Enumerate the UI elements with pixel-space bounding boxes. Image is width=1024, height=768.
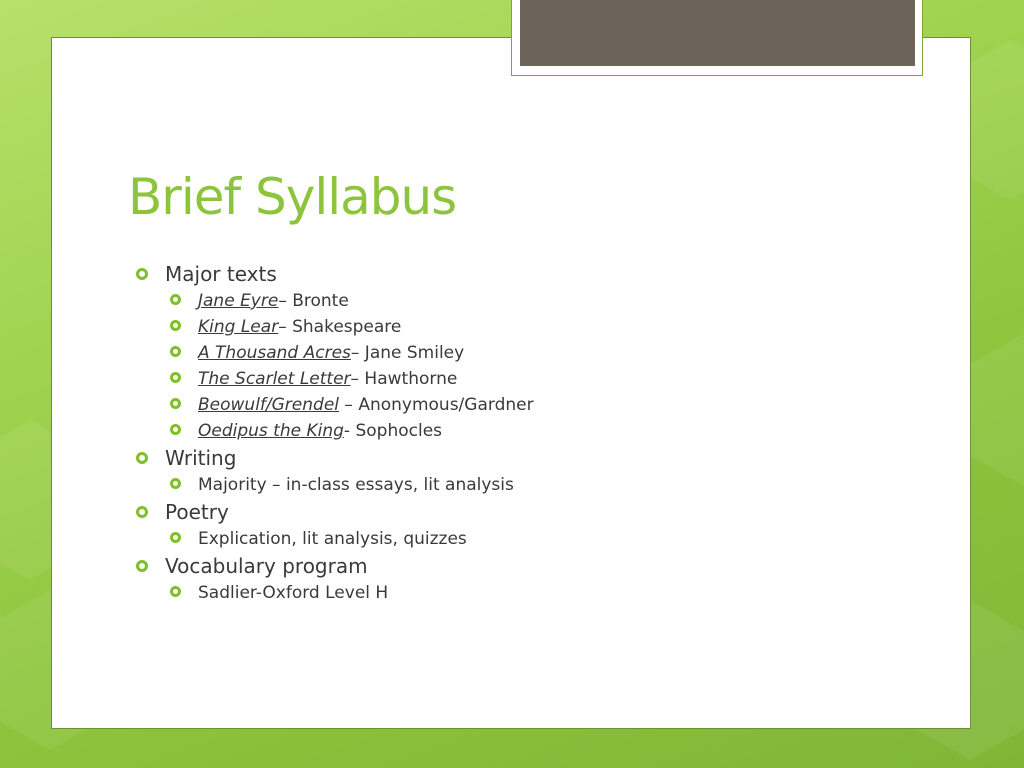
ring-bullet-icon	[170, 424, 181, 435]
book-link-king-lear[interactable]: King Lear	[198, 317, 279, 337]
list-item-poetry	[136, 499, 916, 526]
section-label: Vocabulary program	[165, 554, 368, 578]
ring-bullet-icon	[136, 560, 148, 572]
list-item	[136, 472, 916, 498]
ring-bullet-icon	[136, 268, 148, 280]
ring-bullet-icon	[170, 320, 181, 331]
book-link-a-thousand-acres[interactable]: A Thousand Acres	[198, 343, 351, 363]
book-author: – Jane Smiley	[350, 343, 465, 363]
list-item	[136, 526, 916, 552]
list-item-book	[136, 340, 916, 366]
list-item-book	[136, 392, 916, 418]
list-item-book	[136, 418, 916, 444]
list-item	[136, 580, 916, 606]
ring-bullet-icon	[170, 346, 181, 357]
item-text: Majority – in-class essays, lit analysis	[198, 475, 514, 495]
list-item-book	[136, 314, 916, 340]
list-item-book	[136, 366, 916, 392]
ring-bullet-icon	[136, 506, 148, 518]
list-item-writing	[136, 445, 916, 472]
book-link-jane-eyre[interactable]: Jane Eyre	[198, 291, 279, 311]
header-tab-fill	[520, 0, 915, 66]
bullet-list	[136, 260, 916, 606]
book-link-the-scarlet-letter[interactable]: The Scarlet Letter	[198, 369, 351, 389]
section-label: Poetry	[165, 500, 229, 524]
list-item-vocabulary-program	[136, 553, 916, 580]
item-text: Sadlier-Oxford Level H	[198, 583, 389, 603]
ring-bullet-icon	[170, 294, 181, 305]
ring-bullet-icon	[170, 532, 181, 543]
book-author: - Sophocles	[343, 421, 443, 441]
ring-bullet-icon	[170, 398, 181, 409]
book-author: – Hawthorne	[350, 369, 458, 389]
ring-bullet-icon	[170, 372, 181, 383]
book-link-beowulf-grendel[interactable]: Beowulf/Grendel	[198, 395, 340, 415]
book-author: – Shakespeare	[278, 317, 402, 337]
list-item-major-texts	[136, 261, 916, 288]
book-author: – Anonymous/Gardner	[339, 395, 534, 415]
list-item-book	[136, 288, 916, 314]
ring-bullet-icon	[170, 478, 181, 489]
book-author: – Bronte	[278, 291, 349, 311]
section-label: Major texts	[165, 262, 277, 286]
ring-bullet-icon	[170, 586, 181, 597]
book-link-oedipus-the-king[interactable]: Oedipus the King	[198, 421, 344, 441]
page-title: Brief Syllabus	[128, 168, 457, 226]
ring-bullet-icon	[136, 452, 148, 464]
section-label: Writing	[165, 446, 237, 470]
item-text: Explication, lit analysis, quizzes	[198, 529, 467, 549]
